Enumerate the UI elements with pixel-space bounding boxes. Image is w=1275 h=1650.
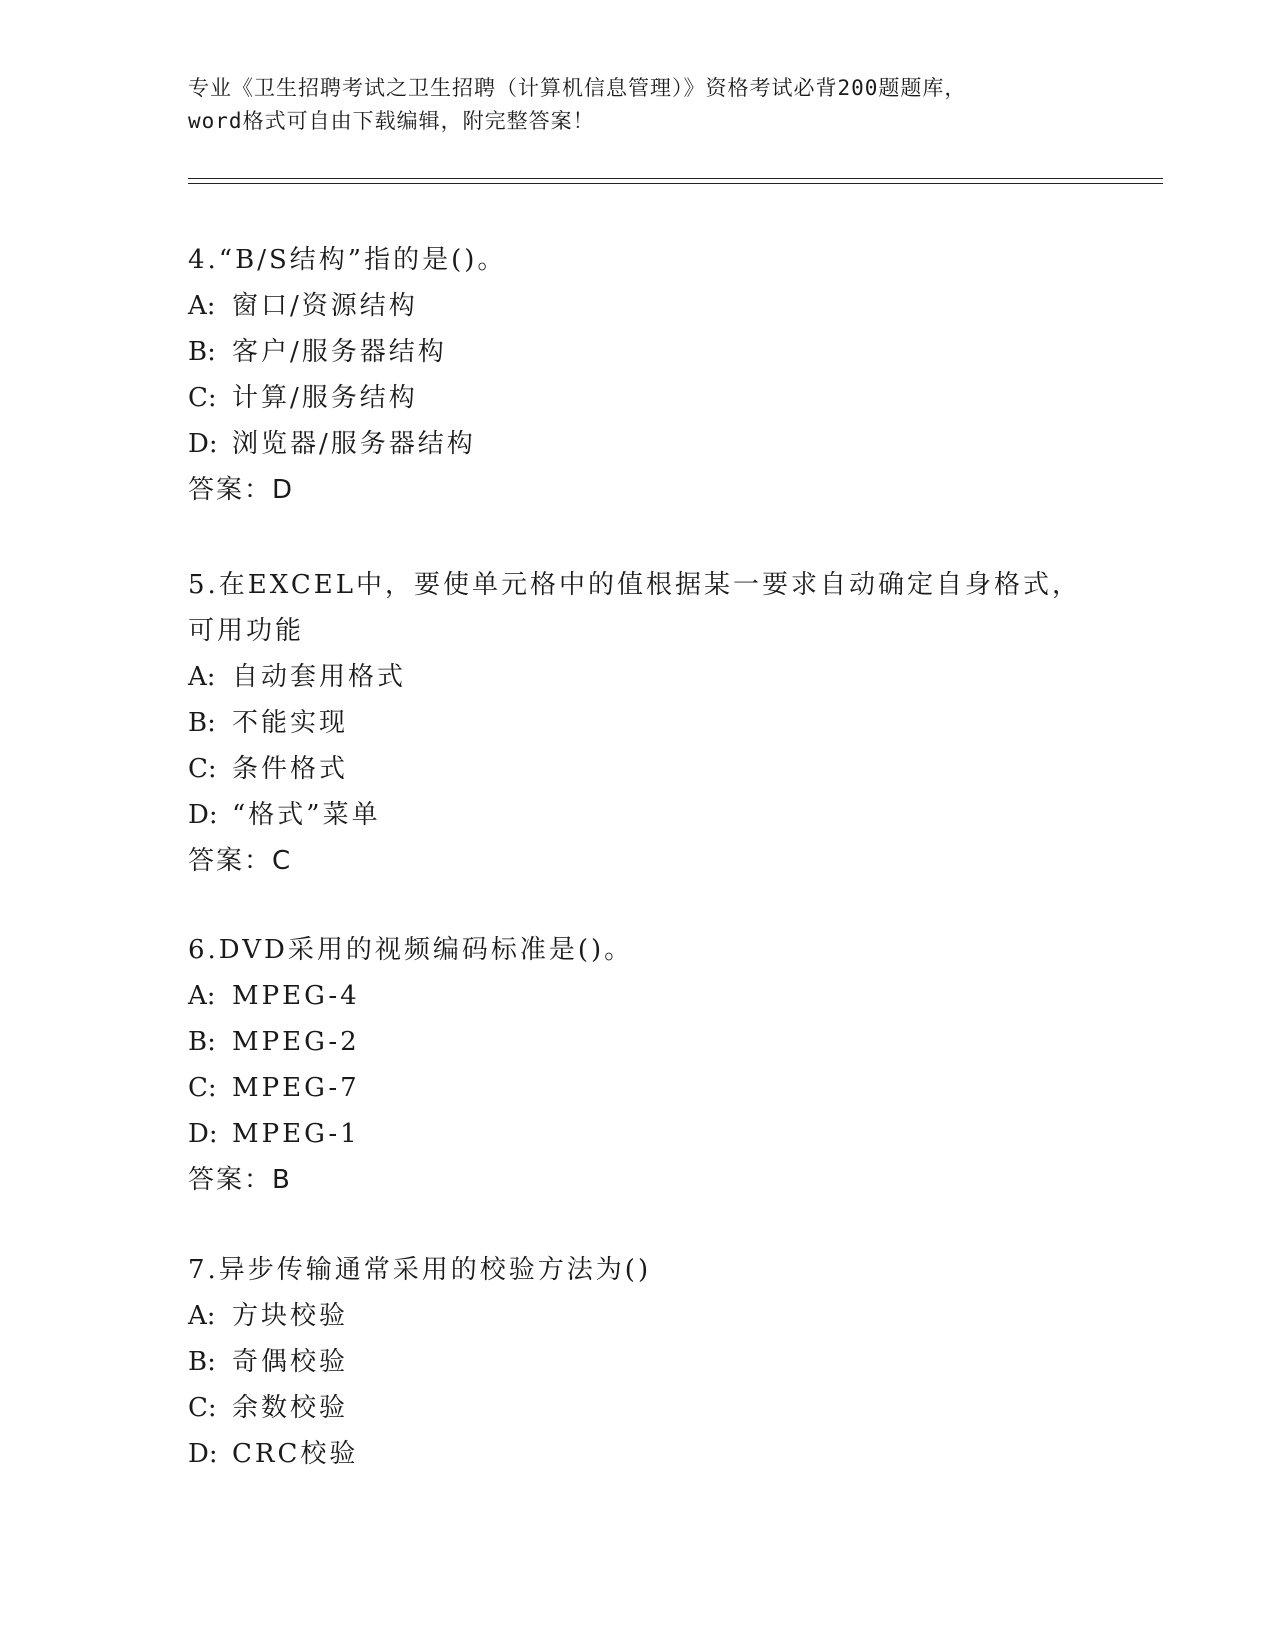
option-d [188,792,1088,838]
option-key: C: [188,383,217,413]
option-b [188,1019,1088,1065]
option-b [188,700,1088,746]
option-key: D: [188,429,218,459]
question-4 [188,237,1088,513]
option-key: A: [188,662,216,692]
option-a [188,283,1088,329]
option-text: 不能实现 [232,708,349,738]
option-c [188,1385,1088,1431]
option-text: MPEG-7 [232,1073,360,1103]
option-text: 方块校验 [232,1301,349,1331]
option-key: A: [188,981,216,1011]
question-stem: 6.DVD采用的视频编码标准是()。 [188,935,634,965]
header-title-line-1: 专业《卫生招聘考试之卫生招聘（计算机信息管理）》资格考试必背200题题库， [188,76,967,100]
option-text: 窗口/资源结构 [232,291,418,321]
option-b [188,329,1088,375]
question-stem-line-2: 可用功能 [188,616,305,646]
option-text: “格式”菜单 [232,800,381,830]
option-b [188,1339,1088,1385]
option-key: A: [188,1301,216,1331]
option-text: 计算/服务结构 [232,383,418,413]
option-key: D: [188,1439,218,1469]
question-stem-line-1: 5.在EXCEL中，要使单元格中的值根据某一要求自动确定自身格式， [188,570,1081,600]
option-c [188,1065,1088,1111]
header-divider-top [188,178,1163,179]
header-title-line-2: word格式可自由下载编辑，附完整答案！ [188,109,595,133]
option-key: C: [188,1073,217,1103]
option-d [188,1111,1088,1157]
option-key: B: [188,1347,216,1377]
option-text: MPEG-4 [232,981,360,1011]
option-text: CRC校验 [232,1439,359,1469]
option-a [188,973,1088,1019]
document-header [188,72,1088,138]
option-d [188,421,1088,467]
question-stem: 7.异步传输通常采用的校验方法为() [188,1255,652,1285]
question-stem: 4.“B/S结构”指的是()。 [188,245,507,275]
option-text: 条件格式 [232,754,349,784]
option-key: B: [188,1027,216,1057]
answer-line: 答案：D [188,475,295,505]
option-key: D: [188,1119,218,1149]
option-text: 浏览器/服务器结构 [232,429,476,459]
option-c [188,746,1088,792]
question-6 [188,927,1088,1203]
header-divider-bottom [188,183,1163,184]
option-key: D: [188,800,218,830]
answer-line: 答案：C [188,846,293,876]
option-text: 客户/服务器结构 [232,337,447,367]
option-key: C: [188,1393,217,1423]
question-7 [188,1247,1088,1477]
option-key: B: [188,708,216,738]
option-key: A: [188,291,216,321]
option-text: MPEG-2 [232,1027,360,1057]
option-text: 自动套用格式 [232,662,407,692]
option-key: C: [188,754,217,784]
answer-line: 答案：B [188,1165,292,1195]
question-5 [188,562,1088,884]
option-a [188,654,1088,700]
option-key: B: [188,337,216,367]
option-c [188,375,1088,421]
option-text: 奇偶校验 [232,1347,349,1377]
option-a [188,1293,1088,1339]
option-d [188,1431,1088,1477]
option-text: MPEG-1 [232,1119,360,1149]
option-text: 余数校验 [232,1393,349,1423]
